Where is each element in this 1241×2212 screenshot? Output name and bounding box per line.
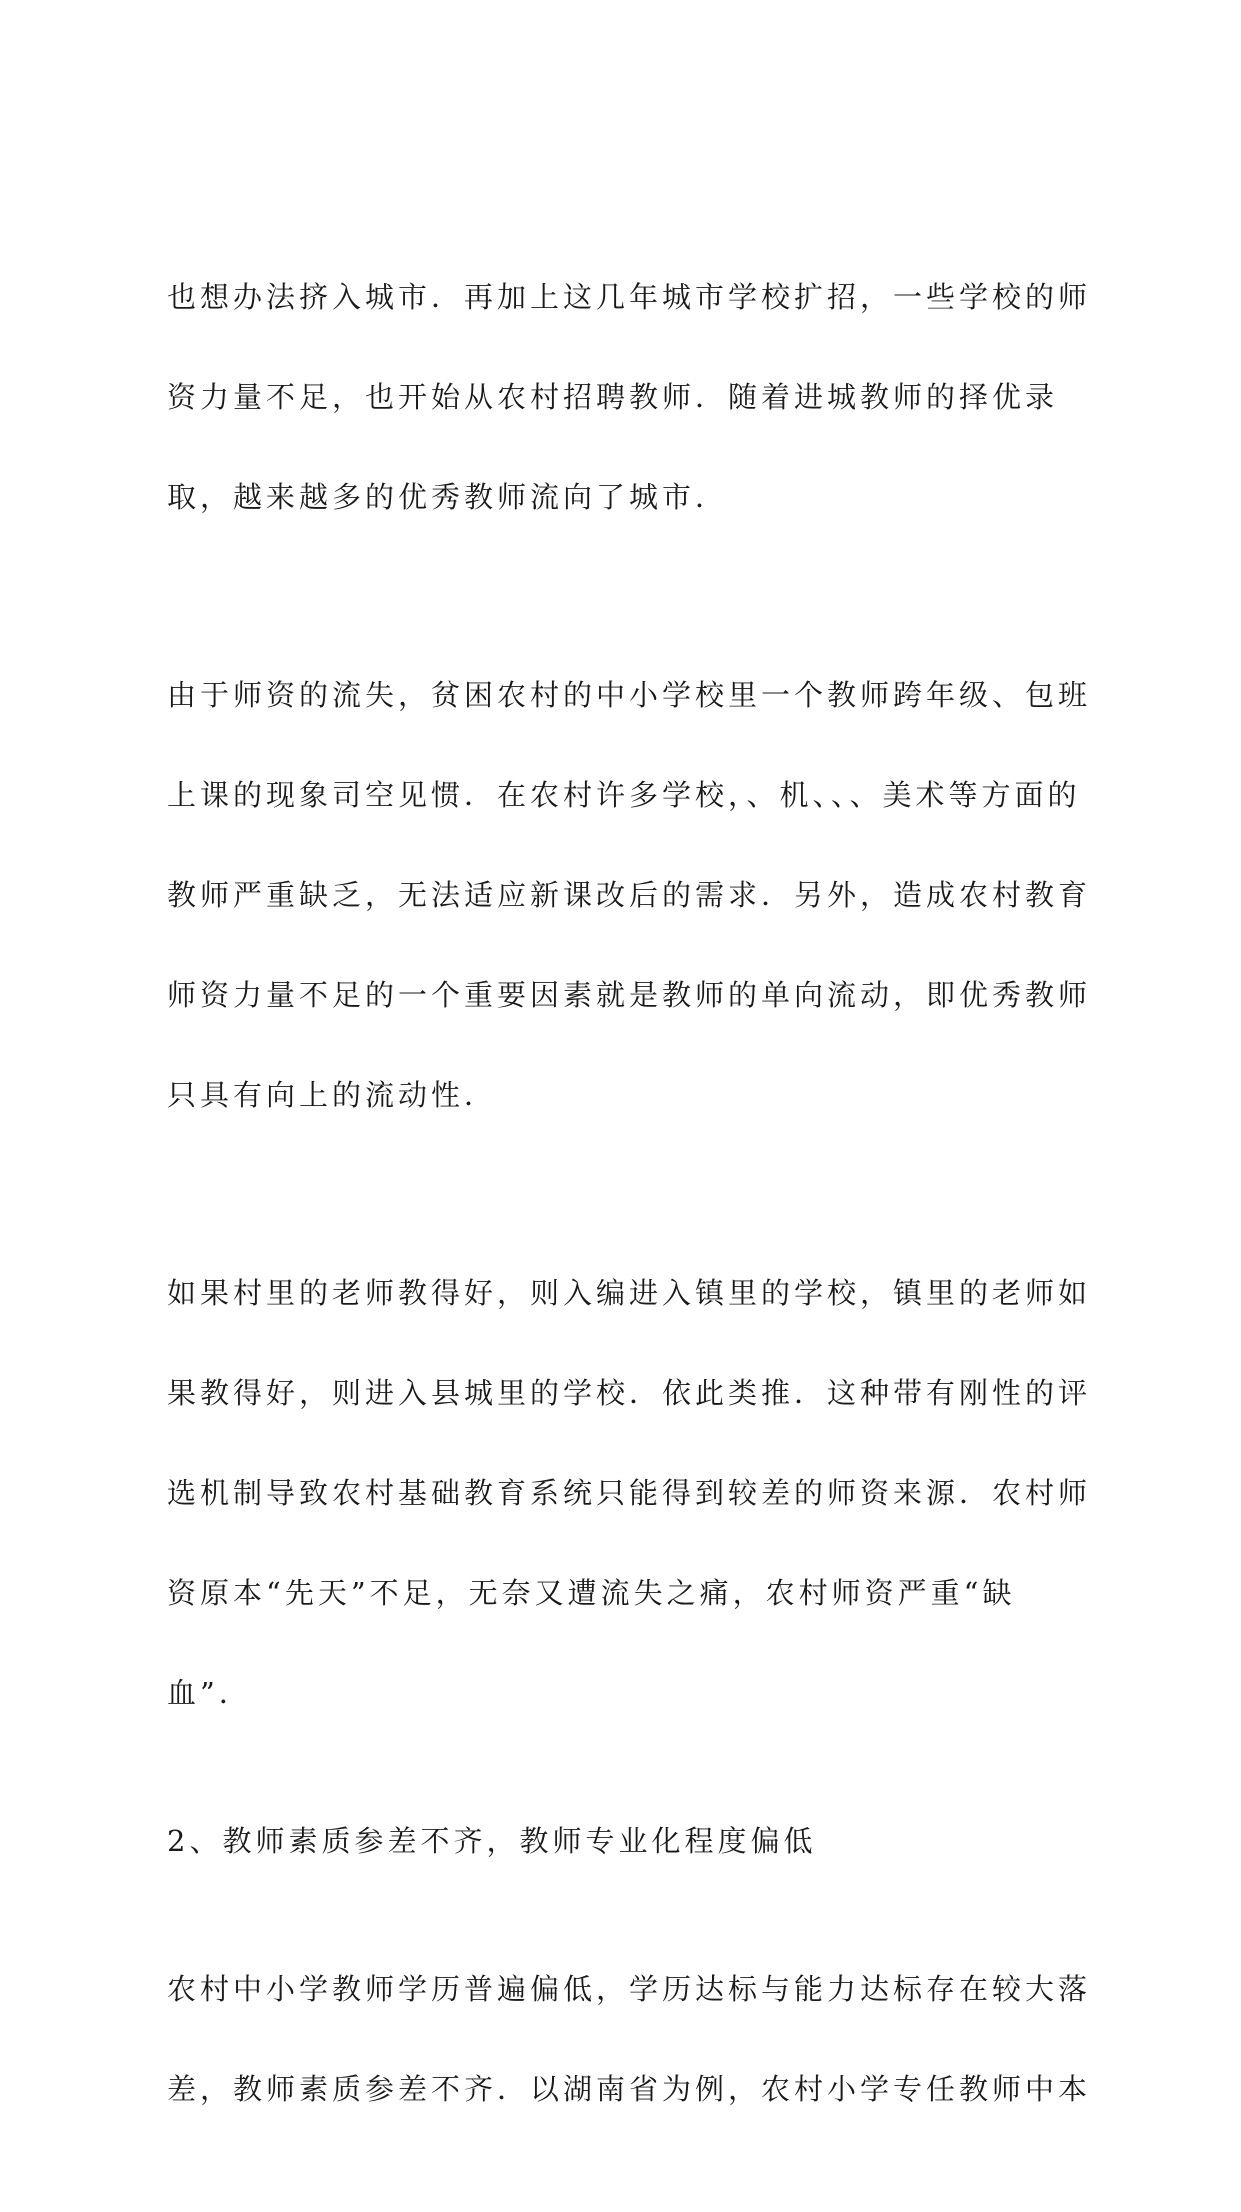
text-line: 只具有向上的流动性． xyxy=(167,1078,498,1112)
text-line: 果教得好，则进入县城里的学校．依此类推．这种带有刚性的评 xyxy=(167,1376,1092,1410)
paragraph-4 xyxy=(167,1914,1097,2164)
text-line: 资力量不足，也开始从农村招聘教师．随着进城教师的择优录 xyxy=(167,380,1059,414)
text-line: 选机制导致农村基础教育系统只能得到较差的师资来源．农村师 xyxy=(167,1476,1092,1510)
section-heading: 2、教师素质参差不齐，教师专业化程度偏低 xyxy=(167,1824,817,1858)
text-line: 师资力量不足的一个重要因素就是教师的单向流动，即优秀教师 xyxy=(167,978,1092,1012)
text-line: 资原本“先天”不足，无奈又遭流失之痛，农村师资严重“缺 xyxy=(167,1576,1016,1610)
paragraph-2 xyxy=(167,620,1097,1170)
text-line: 上课的现象司空见惯．在农村许多学校，、机、、、美术等方面的 xyxy=(167,778,1081,812)
text-line: 教师严重缺乏，无法适应新课改后的需求．另外，造成农村教育 xyxy=(167,878,1092,912)
text-line: 取，越来越多的优秀教师流向了城市． xyxy=(167,480,729,514)
text-line: 血”． xyxy=(167,1676,252,1710)
paragraph-3 xyxy=(167,1218,1097,1768)
text-line: 差，教师素质参差不齐．以湖南省为例，农村小学专任教师中本 xyxy=(167,2072,1092,2106)
text-line: 如果村里的老师教得好，则入编进入镇里的学校，镇里的老师如 xyxy=(167,1276,1092,1310)
document-body xyxy=(167,222,1097,2212)
text-line: 农村中小学教师学历普遍偏低，学历达标与能力达标存在较大落 xyxy=(167,1972,1092,2006)
text-line: 也想办法挤入城市．再加上这几年城市学校扩招，一些学校的师 xyxy=(167,280,1092,314)
paragraph-1 xyxy=(167,222,1097,572)
text-line: 由于师资的流失，贫困农村的中小学校里一个教师跨年级、包班 xyxy=(167,678,1092,712)
